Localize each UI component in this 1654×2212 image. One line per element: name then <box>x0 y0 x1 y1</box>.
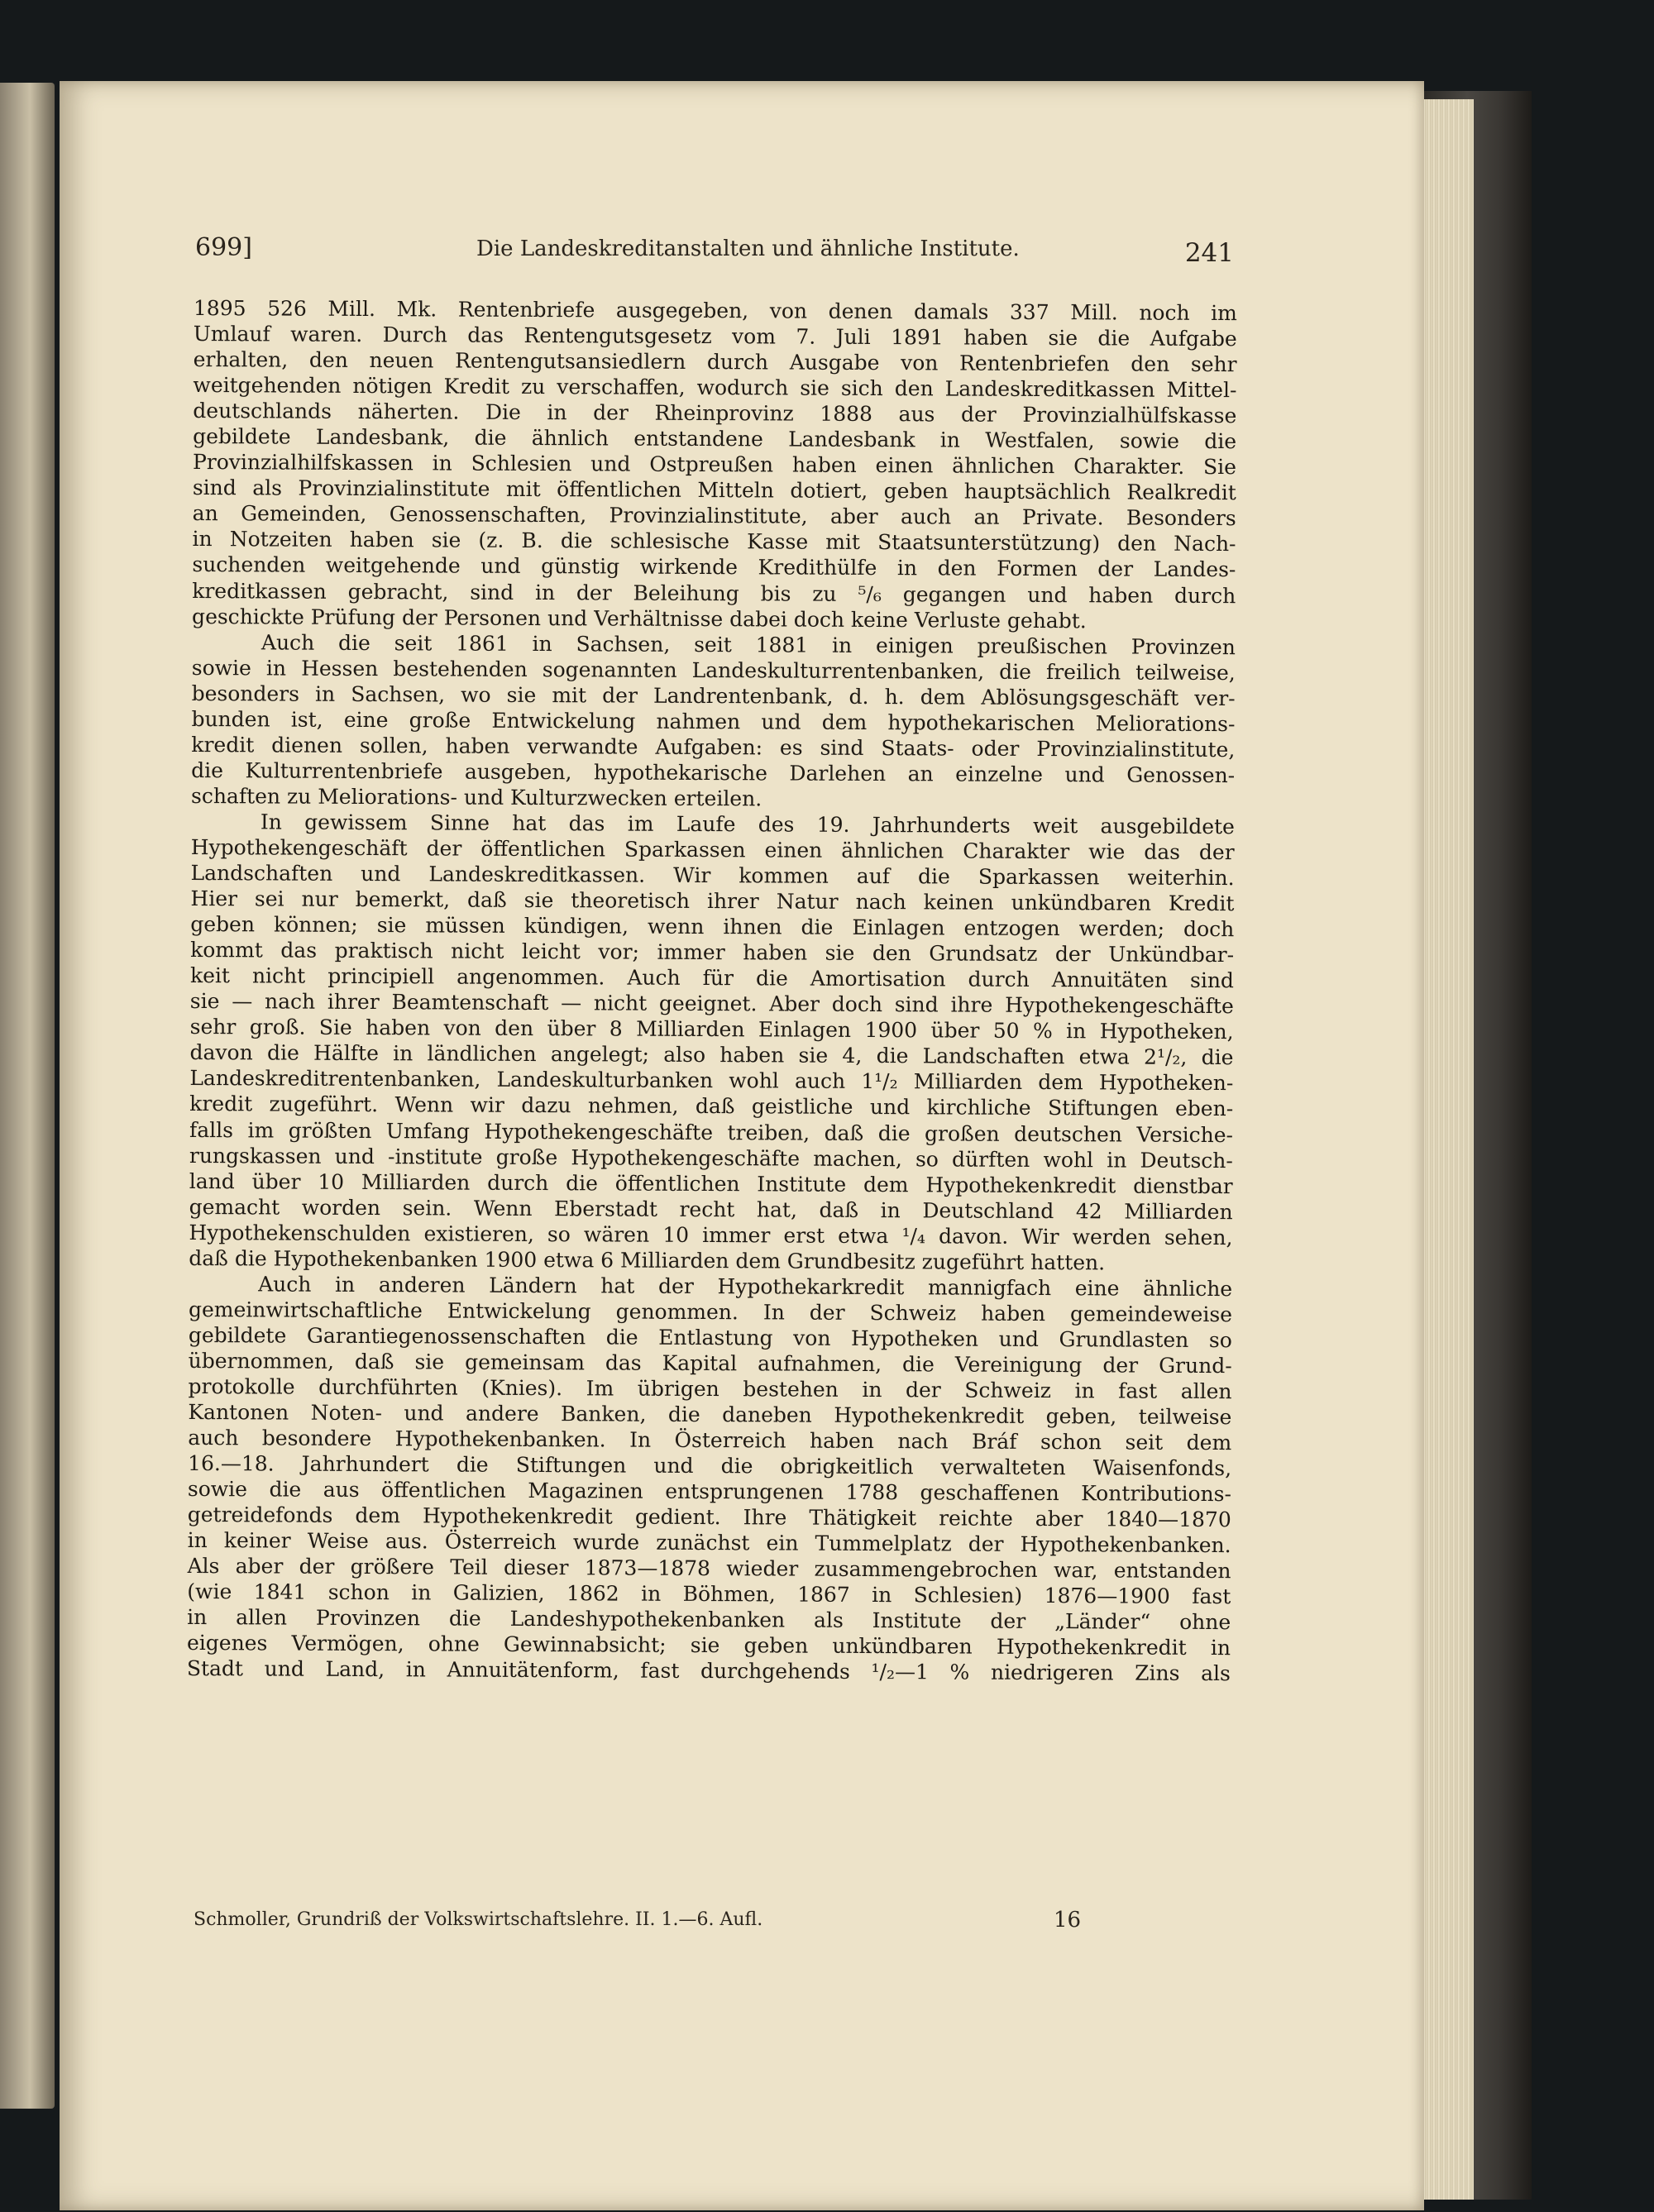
running-header <box>195 233 1234 270</box>
text-line: weitgehenden nötigen Kredit zu verschaffen, wodurch sie sich den Landeskreditkassen Mittel- <box>193 373 1237 403</box>
page-footer <box>194 1906 1237 1936</box>
text-line: falls im größten Umfang Hypothekengeschäfte treiben, daß die großen deutschen Versiche- <box>189 1117 1234 1147</box>
text-line: besonders in Sachsen, wo sie mit der Landrentenbank, d. h. dem Ablösungsgeschäft ver- <box>191 681 1236 710</box>
text-line: Landeskreditrentenbanken, Landeskulturbanken wohl auch 1¹/₂ Milliarden dem Hypotheken- <box>189 1066 1234 1096</box>
text-line: geben können; sie müssen kündigen, wenn ihnen die Einlagen entzogen werden; doch <box>190 912 1235 942</box>
text-line: protokolle durchführten (Knies). Im übrigen bestehen in der Schweiz in fast allen <box>188 1374 1232 1404</box>
text-line: sie — nach ihrer Beamtenschaft — nicht geeignet. Aber doch sind ihre Hypothekengeschäfte <box>189 989 1234 1019</box>
page-number-right: 241 <box>1184 238 1234 268</box>
text-line: Umlauf waren. Durch das Rentengutsgesetz vom 7. Juli 1891 haben sie die Aufgabe <box>193 322 1237 351</box>
text-line: gebildete Landesbank, die ähnlich entstandene Landesbank in Westfalen, sowie die <box>193 424 1237 454</box>
text-line: auch besondere Hypothekenbanken. In Österreich haben nach Bráf schon seit dem <box>188 1426 1232 1455</box>
text-line: Auch in anderen Ländern hat der Hypothekarkredit mannigfach eine ähnliche <box>258 1272 1233 1301</box>
text-line: kredit dienen sollen, haben verwandte Aufgaben: es sind Staats- oder Provinzialinstitute, <box>191 732 1236 762</box>
text-line: erhalten, den neuen Rentengutsansiedlern durch Ausgabe von Rentenbriefen den sehr <box>193 347 1237 377</box>
body-text <box>187 295 1237 1687</box>
text-line: kredit zugeführt. Wenn wir dazu nehmen, daß geistliche und kirchliche Stiftungen eben- <box>189 1092 1234 1121</box>
text-line: gemeinwirtschaftliche Entwickelung genommen. In der Schweiz haben gemeindeweise <box>188 1297 1233 1326</box>
text-line: davon die Hälfte in ländlichen angelegt; also haben sie 4, die Landschaften etwa 2¹/₂, die <box>189 1040 1234 1070</box>
text-line: keit nicht principiell angenommen. Auch für die Amortisation durch Annuitäten sind <box>189 963 1235 993</box>
page-number-left: 699] <box>195 233 252 262</box>
text-line: Landschaften und Landeskreditkassen. Wir kommen auf die Sparkassen weiterhin. <box>190 861 1235 891</box>
text-line: sind als Provinzialinstitute mit öffentlichen Mitteln dotiert, geben hauptsächlich Realkredit <box>192 475 1236 505</box>
text-line: bunden ist, eine große Entwickelung nahmen und dem hypothekarischen Meliorations- <box>191 706 1236 736</box>
text-line: sowie die aus öffentlichen Magazinen entsprungenen 1788 geschaffenen Kontributions- <box>187 1477 1232 1507</box>
text-line: In gewissem Sinne hat das im Laufe des 19. Jahrhunderts weit ausgebildete <box>260 810 1235 839</box>
page-block-edges <box>1416 99 1474 2200</box>
running-title: Die Landeskreditanstalten und ähnliche Institute. <box>476 236 1020 261</box>
sheet-number: 16 <box>1054 1908 1082 1933</box>
text-line: suchenden weitgehende und günstig wirkende Kredithülfe in den Formen der Landes- <box>192 552 1236 582</box>
text-line: in allen Provinzen die Landeshypothekenbanken als Institute der „Länder“ ohne <box>187 1605 1231 1635</box>
text-line: übernommen, daß sie gemeinsam das Kapital aufnahmen, die Vereinigung der Grund- <box>188 1348 1232 1378</box>
text-line: eigenes Vermögen, ohne Gewinnabsicht; sie geben unkündbaren Hypothekenkredit in <box>186 1631 1231 1660</box>
text-line: rungskassen und -institute große Hypothekengeschäfte machen, so dürften wohl in Deutsch- <box>189 1143 1233 1173</box>
text-line: (wie 1841 schon in Galizien, 1862 in Böhmen, 1867 in Schlesien) 1876—1900 fast <box>187 1579 1231 1609</box>
text-line: daß die Hypothekenbanken 1900 etwa 6 Milliarden dem Grundbesitz zugeführt hatten. <box>189 1245 1106 1275</box>
text-line: sehr groß. Sie haben von den über 8 Milliarden Einlagen 1900 über 50 % in Hypotheken, <box>189 1015 1234 1044</box>
text-line: Hier sei nur bemerkt, daß sie theoretisch ihrer Natur nach keinen unkündbaren Kredit <box>190 886 1235 916</box>
text-line: Als aber der größere Teil dieser 1873—1878 wieder zusammengebrochen war, entstanden <box>187 1554 1231 1584</box>
text-line: geschickte Prüfung der Personen und Verhältnisse dabei doch keine Verluste gehabt. <box>192 604 1087 633</box>
text-line: Hypothekenschulden existieren, so wären 10 immer erst etwa ¹/₄ davon. Wir werden sehen, <box>189 1220 1233 1249</box>
text-line: Hypothekengeschäft der öffentlichen Sparkassen einen ähnlichen Charakter wie das der <box>190 834 1235 865</box>
text-line: Auch die seit 1861 in Sachsen, seit 1881 in einigen preußischen Provinzen <box>261 630 1236 659</box>
text-line: Provinzialhilfskassen in Schlesien und Ostpreußen haben einen ähnlichen Charakter. Sie <box>192 450 1237 480</box>
text-line: an Gemeinden, Genossenschaften, Provinzialinstitute, aber auch an Private. Besonders <box>192 501 1236 531</box>
text-line: deutschlands näherten. Die in der Rheinprovinz 1888 aus der Provinzialhülfskasse <box>193 399 1237 428</box>
text-line: gebildete Garantiegenossenschaften die Entlastung von Hypotheken und Grundlasten so <box>188 1322 1232 1353</box>
text-line: getreidefonds dem Hypothekenkredit gedient. Ihre Thätigkeit reichte aber 1840—1870 <box>187 1503 1231 1532</box>
text-line: in Notzeiten haben sie (z. B. die schlesische Kasse mit Staatsunterstützung) den Nach- <box>192 527 1236 557</box>
text-line: kommt das praktisch nicht leicht vor; immer haben sie den Grundsatz der Unkündbar- <box>190 938 1235 967</box>
text-line: land über 10 Milliarden durch die öffentlichen Institute dem Hypothekenkredit dienstbar <box>189 1168 1233 1198</box>
text-line: gemacht worden sein. Wenn Eberstadt recht hat, daß in Deutschland 42 Milliarden <box>189 1194 1233 1224</box>
text-line: 1895 526 Mill. Mk. Rentenbriefe ausgegeben, von denen damals 337 Mill. noch im <box>193 296 1237 326</box>
text-line: sowie in Hessen bestehenden sogenannten Landeskulturrentenbanken, die freilich teilweise, <box>191 655 1236 685</box>
text-line: in keiner Weise aus. Österreich wurde zunächst ein Tummelplatz der Hypothekenbanken. <box>187 1528 1231 1558</box>
facing-page-edge <box>0 83 55 2109</box>
text-line: schaften zu Meliorations- und Kulturzwecken erteilen. <box>190 783 762 811</box>
text-line: die Kulturrentenbriefe ausgeben, hypothekarische Darlehen an einzelne und Genossen- <box>191 757 1236 788</box>
text-line: Stadt und Land, in Annuitätenform, fast durchgehends ¹/₂—1 % niedrigeren Zins als <box>186 1656 1231 1686</box>
text-line: 16.—18. Jahrhundert die Stiftungen und die obrigkeitlich verwalteten Waisenfonds, <box>188 1451 1232 1481</box>
printer-signature: Schmoller, Grundriß der Volkswirtschaftslehre. II. 1.—6. Aufl. <box>194 1909 763 1930</box>
text-line: kreditkassen gebracht, sind in der Beleihung bis zu ⁵/₆ gegangen und haben durch <box>192 578 1236 608</box>
text-line: Kantonen Noten- und andere Banken, die daneben Hypothekenkredit geben, teilweise <box>188 1399 1232 1430</box>
